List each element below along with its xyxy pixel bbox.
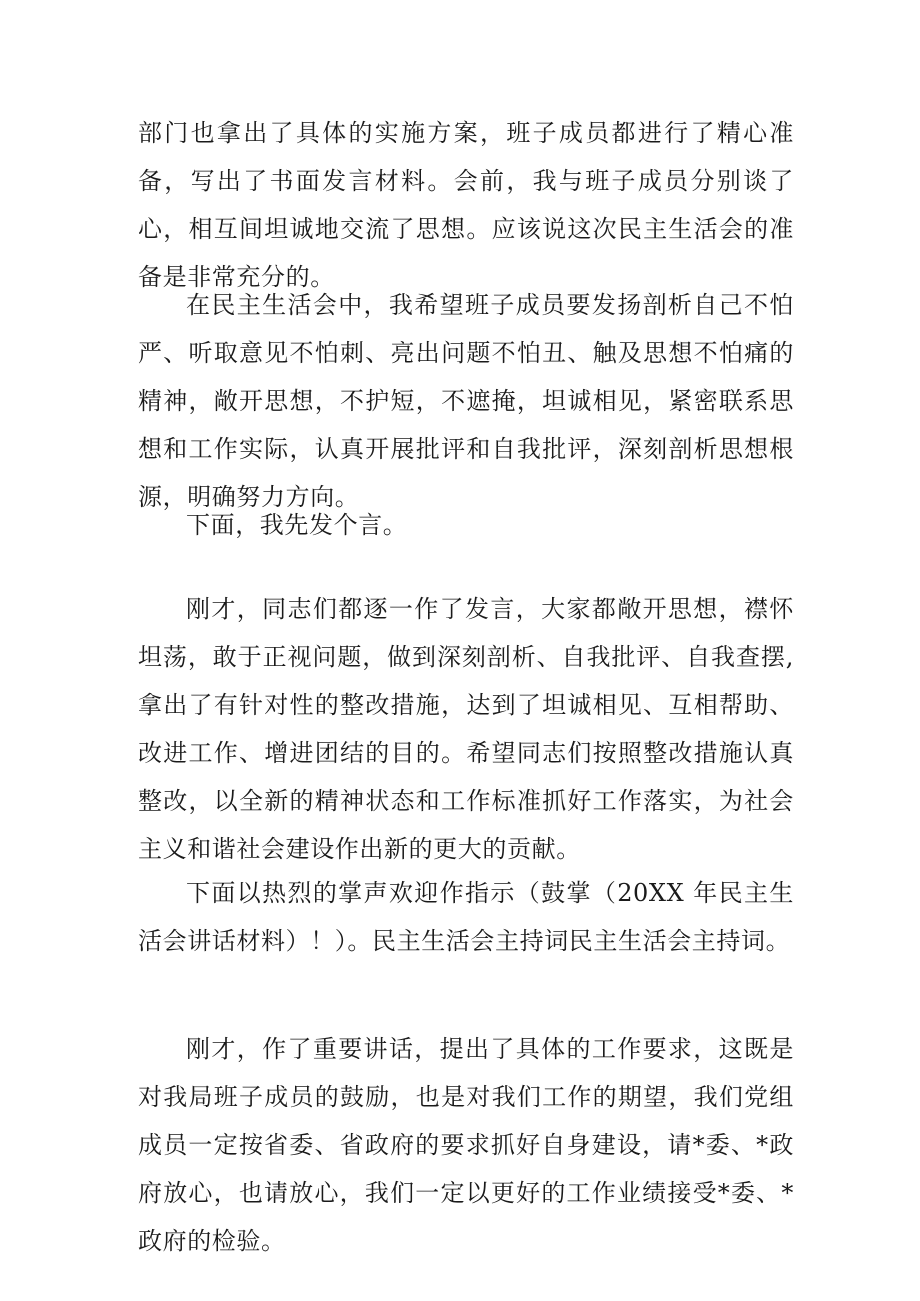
paragraph-preparation: 部门也拿出了具体的实施方案，班子成员都进行了精心准备，写出了书面发言材料。会前，我与班子成员分别谈了心，相互间坦诚地交流了思想。应该说这次民主生活会的准备是非常充分的。 xyxy=(138,119,794,291)
paragraph-summary: 刚才，同志们都逐一作了发言，大家都敞开思想，襟怀坦荡，敢于正视问题，做到深刻剖析、自我批评、自我查摆,拿出了有针对性的整改措施，达到了坦诚相见、互相帮助、改进工作、增进团结的目的。希望同志们按照整改措施认真整改，以全新的精神状态和工作标准抓好工作落实，为社会主义和谐社会建设作出新的更大的贡献。 xyxy=(138,595,794,863)
paragraph-expectations: 在民主生活会中，我希望班子成员要发扬剖析自己不怕严、听取意见不怕刺、亮出问题不怕丑、触及思想不怕痛的精神，敞开思想，不护短，不遮掩，坦诚相见，紧密联系思想和工作实际，认真开展批评和自我批评，深刻剖析思想根源，明确努力方向。 xyxy=(138,291,794,511)
paragraph-closing: 刚才，作了重要讲话，提出了具体的工作要求，这既是对我局班子成员的鼓励，也是对我们工作的期望，我们党组成员一定按省委、省政府的要求抓好自身建设，请*委、*政府放心，也请放心，我们一定以更好的工作业绩接受*委、*政府的检验。 xyxy=(138,1035,794,1255)
paragraph-welcome: 下面以热烈的掌声欢迎作指示（鼓掌（20XX 年民主生活会讲话材料）！）。民主生活会主持词民主生活会主持词。 xyxy=(138,879,794,955)
paragraph-speech-intro: 下面，我先发个言。 xyxy=(186,511,408,539)
